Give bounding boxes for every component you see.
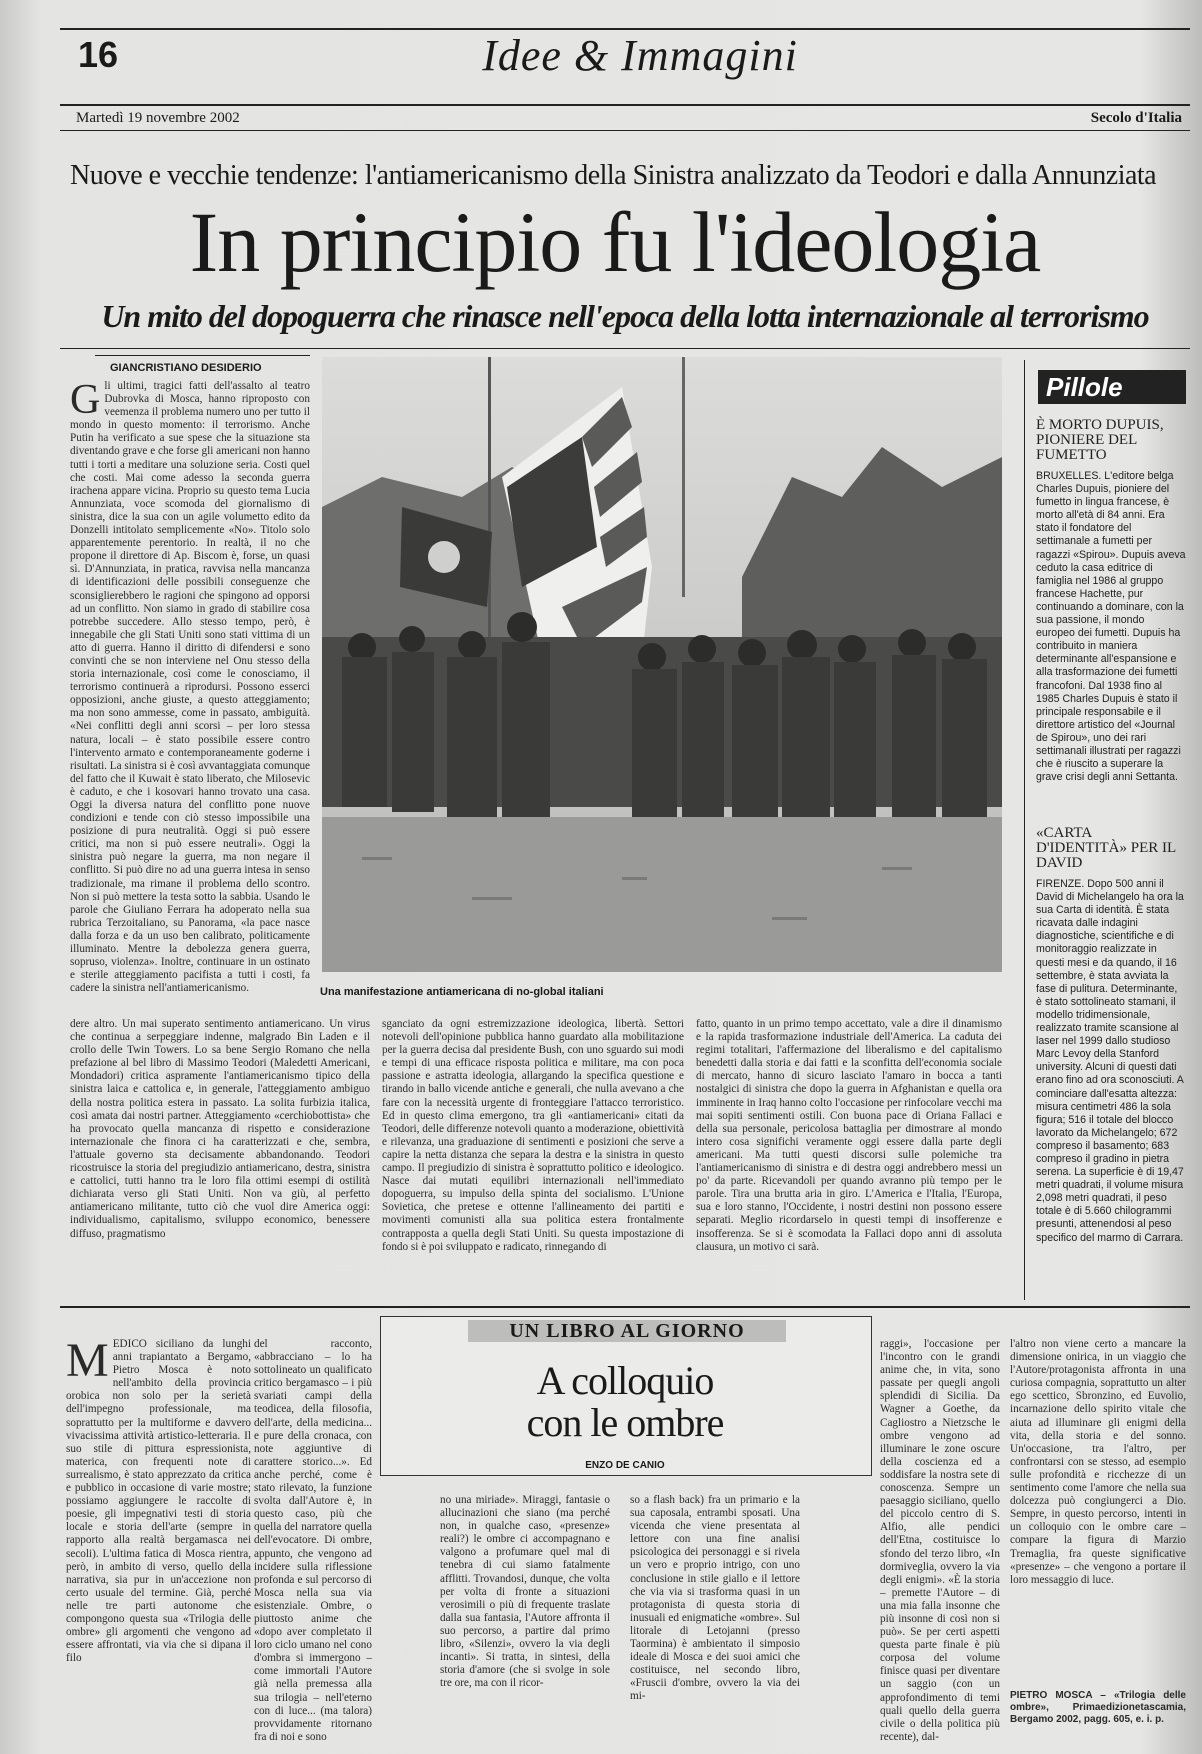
review-column-5 (880, 1338, 1000, 1743)
review-rule (60, 1306, 1190, 1308)
sidebar-item1-text: BRUXELLES. L'editore belga Charles Dupuis, pioniere del fumetto in lingua francese, è morto all'età di 84 anni. Era stato il fondatore del settimanale a fumetti per ragazzi «Spirou». Dupuis aveva ceduto la casa editrice di famiglia nel 1986 al gruppo francese Hachette, pur continuando a dominare, con la sua passione, il mondo europeo dei fumetti. Dupuis ha contribuito in maniera determinante all'espansione e alla trasformazione dei fumetti francofoni. Dal 1938 fino al 1985 Charles Dupuis è stato il principale responsabile e il direttore artistico del «Journal de Spirou», uno dei rari settimanali illustrati per ragazzi che è riuscito a superare la grave crisi degli anni Settanta. (1036, 470, 1186, 784)
review-credit: PIETRO MOSCA – «Trilogia delle ombre», Primaedizionetascamia, Bergamo 2002, pagg. 605, e. i. p. (1010, 1690, 1186, 1725)
review-column-3-text: no una miriade». Miraggi, fantasie o allucinazioni che siano (ma perché non, in qualche caso, «presenze» reali?) le ombre ci accompagnano e valgono a profumare quel mal di tenebra di cui siamo fatalmente afflitti. Trovandosi, dunque, che volta per volta di fronte a situazioni verosimili o più di frequente traslate dalla sua fantasia, l'Autore affronta il suo percorso, a partire dal primo libro, «Silenzi», ovvero la via degli incanti». Si tratta, in sintesi, della storia d'amore (che si svolge in sole tre ore, ma con il ricor- (440, 1494, 610, 1690)
section-title: Idee & Immagini (482, 31, 798, 80)
article-column-1 (70, 377, 310, 1016)
article-subheadline: Un mito del dopoguerra che rinasce nell'epoca della lotta internazionale al terrorismo (101, 298, 1149, 334)
photo-caption: Una manifestazione antiamericana di no-global italiani (320, 986, 604, 998)
review-column-2 (254, 1338, 372, 1748)
article-column-4-text: fatto, quanto in un primo tempo accettato, vale a dire il dinamismo e la rapida trasformazione industriale dell'America. La caduta dei regimi totalitari, l'affermazione del liberalismo e del capitalismo benedetti dalla storia e dai fatti e la sconfitta dell'economia sociale di mercato, hanno di sicuro lasciato l'amaro in bocca a tanti nostalgici di sinistra che dopo la guerra in Afghanistan e quella ora imminente in Iraq hanno colto l'occasione per rinfocolare vecchi ma mai sopiti sentimenti ostili. Con buona pace di Oriana Fallaci e della sua personale, pericolosa battaglia per dimostrare al mondo intero cosa significhi veramente oggi essere dalla parte degli americani. Ma tutti questi discorsi sulle polemiche tra l'antiamericanismo di sinistra e di destra oggi andrebbero messi un po' da parte. Ricevandoli per quando avranno più tempo per le parole. Tira una brutta aria in giro. L'America e l'Italia, l'Europa, sua e loro stanno, l'Occidente, i nostri destini non possono essere separati. Meglio ricordarselo in questi tempi di insofferenze e insofferenza. Se si è scomodata la Fallaci dopo anni di assoluta clausura, un motivo ci sarà. (696, 1018, 1002, 1253)
protest-photo (322, 357, 1002, 972)
review-column-1-text: EDICO siciliano da lunghi anni trapiantato a Bergamo, Pietro Mosca è noto nell'ambito della provincia orobica non solo per la serietà dell'impegno professionale, ma soprattutto per la multiforme e davvero vivacissima attività artistico-letteraria. Il suo stile di pittura espressionista, materica, con frequenti note di surrealismo, è stato apprezzato da critica e pubblico in occasione di varie mostre; possiamo aggiungere le raccolte di poesie, gli impegnativi testi di storia locale e storia dell'arte (sempre in rapporto alla realtà bergamasca nei secoli). L'ultima fatica di Mosca rientra, però, in ambito di verso, quello della narrativa, sia pur in un'accezione non certo usuale del termine. Già, perché nelle tre parti autonome che compongono questa sua «Trilogia delle ombre» gli argomenti che vengono ad essere affrontati, via via che si dipana il filo (66, 1338, 251, 1665)
newspaper-name: Secolo d'Italia (1090, 110, 1182, 126)
masthead-rule (60, 104, 1190, 106)
article-column-1-text: li ultimi, tragici fatti dell'assalto al teatro Dubrovka di Mosca, hanno riproposto con veemenza il problema numero uno per tutto il mondo in questo momento: il terrorismo. Anche Putin ha verificato a sue spese che la situazione sta diventando grave e che forse gli americani non hanno tutti i torti a meditare una soluzione seria. Costi quel che costi. Mai come adesso la seconda guerra irachena appare vicina. Proprio su questo tema Lucia Annunziata, voce scomoda del giornalismo di sinistra, dice la sua con un agile volumetto edito da Donzelli intitolato semplicemente «No». Titolo solo apparentemente perentorio. In realtà, il no che propone il direttore di Ap. Biscom è, forse, un quasi sì. D'Annunziata, in pratica, ravvisa nella mancanza di identificazioni delle possibili conseguenze che sconsiglierebbero le ragioni che spingono ad opporsi ad un conflitto. Non siamo in grado di stabilire cosa potrebbe succedere. Allo stesso tempo, però, è innegabile che gli Stati Uniti sono stati vittima di un atto di guerra. Hanno il diritto di difendersi e sono convinti che se non interviene nel Onu stesso della storia internazionale, così come le conosciamo, il terrorismo continuerà a riprodursi. Possono esserci opposizioni, anche giuste, a questo atteggiamento; ma non sono ammesse, come in passato, ambiguità. «Nei conflitti degli anni scorsi – per loro stessa natura, locali – è stato possibile essere contro l'intervento armato e contemporaneamente goderne i risultati. La sinistra si è così avvantaggiata comunque del fatto che il Kuwait è stato liberato, che Milosevic è caduto, e che i kosovari hanno trovato una casa. Oggi la diversa natura del conflitto pone nuove condizioni e tende con ciò stesso impossibile una posizione di pura neutralità. Oggi si può essere critici, ma non si può essere neutrali». Oggi la sinistra può negare la guerra, ma non negare il conflitto. Si può dire no ad una guerra intesa in senso tradizionale, ma rimane il problema dello scontro. Non si può mettere la testa sotto la sabbia. Usando le parole che Giuliano Ferrara ha adoperato nella sua rubrica Terzoitaliano, su Panorama, «la pace nasce dalla forza e da un uso ben calibrato, politicamente illuminato. Mentre la debolezza genera guerra, sopruso, violenza». Inoltre, continuare in un ostinato e sterile atteggiamento pacifista a tutti i costi, fa cadere la sinistra nell'antiamericanismo. (70, 380, 310, 995)
review-column-1 (66, 1334, 251, 1748)
review-column-2-text: del racconto, «abbracciano – lo ha sottolineato un qualificato critico bergamasco – i più svariati campi della teodicea, della filosofia, dell'arte, della medicina... e pure della cronaca, con note aggiuntive di carattere storico...». Ed anche perché, come è stato rilevato, la funzione svolta dall'Autore è, in questo caso, più che quella del narratore quella dell'evocatore. Di ombre, appunto, che vengono ad incidere sulla riflessione profonda e sul percorso di Mosca nella sua via esistenziale. Ombre, o piuttosto anime che «dopo aver completato il loro ciclo umano nel cono d'ombra si immergono – come immortali l'Autore già nella premessa alla sua trilogia – nell'eterno con di luce... (ma talora) provvidamente ritornano fra di noi e sono (254, 1338, 372, 1743)
review-title-line2: con le ombre (526, 1400, 724, 1445)
review-column-4 (630, 1494, 800, 1748)
byline-rule (95, 355, 310, 356)
article-headline: In principio fu l'ideologia (189, 194, 1041, 290)
page-number: 16 (78, 34, 119, 75)
review-dropcap: M (66, 1334, 109, 1387)
article-column-3-text: sganciato da ogni estremizzazione ideologica, libertà. Settori notevoli dell'opinione pubblica hanno guardato alla mobilitazione per la guerra decisa dal presidente Bush, con uno sguardo sui modi e tempi di una efficace risposta politica e militare, ma con poca passione e astratta ideologia, allargando la specifica questione e tirando in ballo vicende antiche e generali, che nulla avevano a che fare con la necessità urgente di fronteggiare l'attacco terroristico. Ed in questo clima emergono, tra gli «antiamericani» citati da Teodori, delle differenze notevoli quanto a moderazione, obiettività e rilevanza, una graduazione di sentimenti e posizioni che serve a capire la netta distanza che separa la destra e la sinistra in questo campo. Il pregiudizio di sinistra è soprattutto politico e ideologico. Nasce dai mutati equilibri internazionali nell'immediato dopoguerra, su impulso della spinta del socialismo. L'Unione Sovietica, che pretese e ottenne l'allineamento dei partiti e movimenti comunisti alla sua politica estera frontalmente contrapposta a quella degli Stati Uniti. Su questa impostazione di fondo si è poi sviluppato e radicato, rinnegando di (382, 1018, 684, 1253)
review-title (380, 1360, 870, 1444)
date-rule (60, 130, 1190, 131)
review-column-4-text: so a flash back) fra un primario e la sua caposala, entrambi sposati. Una vicenda che viene presentata al lettore con una fine analisi psicologica dei personaggi e si rivela un vero e proprio intrigo, con uno conclusione in stile giallo e il lettore che via via si trasforma quasi in un protagonista di questa storia di inusuali ed enigmatiche «ombre». Sul litorale di Letojanni (presso Taormina) è ambientato il simposio ideale di Mosca e dei suoi amici che costituisce, nel secondo libro, «Fruscii d'ombre, ovvero la via dei mi- (630, 1494, 800, 1703)
review-column-6-text: l'altro non viene certo a mancare la dimensione onirica, in un viaggio che l'Autore/protagonista affronta in una curiosa compagnia, soprattutto un alter ego scettico, Sbronzino, ed Euvolio, incarnazione dello spirito vitale che aiuta ad illuminare gli enigmi della vita, della storia e del sonno. Un'occasione, tra l'altro, per confrontarsi con se stesso, ad esempio sulle profondità e ricchezze di un sentimento come l'amore che nella sua dolcezza può congiungerci a Dio. Sempre, in questo percorso, intenti in un colloquio con le ombre care – compare la figura di Marzio Tremaglia, fra queste significative «presenze» – che vengono a portare il loro messaggio di luce. (1010, 1338, 1186, 1586)
issue-date: Martedì 19 novembre 2002 (76, 110, 240, 126)
sidebar-item2-heading: «CARTA D'IDENTITÀ» PER IL DAVID (1036, 825, 1176, 871)
article-column-2 (70, 1018, 370, 1298)
sidebar-item1-heading: È MORTO DUPUIS, PIONIERE DEL FUMETTO (1036, 417, 1164, 463)
headline-rule (60, 348, 1190, 349)
article-byline: GIANCRISTIANO DESIDERIO (110, 362, 262, 374)
sidebar-title: Pillole (1038, 370, 1186, 404)
article-column-2-text: dere altro. Un mai superato sentimento antiamericano. Un virus che continua a serpeggiare indenne, malgrado Bin Laden e il crollo delle Twin Towers. Lo sa bene Sergio Romano che nella prefazione al bel libro di Massimo Teodori (Maledetti Americani, Mondadori) critica aspramente l'antiamericanismo tipico della sinistra laica e cattolica e, in generale, l'atteggiamento ambiguo della nostra politica estera in passato. La solita furbizia italica, così amata dai nostri partner. Atteggiamento «cerchiobottista» che ha provocato quella mancanza di rispetto e considerazione internazionale che finora ci ha caratterizzati e che, sembra, l'attuale governo sta decisamente abbandonando. Teodori ricostruisce la storia del pregiudizio antiamericano, destra, sinistra e cattolici, tutti hanno tra le loro fila ottimi esempi di ostilità dichiarata verso gli Stati Uniti. Non va giù, al perfetto antiamericano militante, tutto ciò che vuol dire America oggi: individualismo, capitalismo, sviluppo economico, benessere diffuso, pragmatismo (70, 1018, 370, 1240)
article-kicker: Nuove e vecchie tendenze: l'antiamericanismo della Sinistra analizzato da Teodori e dalla Annunziata (70, 160, 1157, 191)
review-column-6 (1010, 1338, 1186, 1678)
review-author: ENZO DE CANIO (585, 1460, 665, 1471)
review-column-5-text: raggi», l'occasione per l'incontro con le grandi anime che, in vita, sono passate per quegli angoli splendidi di Sicilia. Da Wagner a Goethe, da Cagliostro a Nietzsche le ombre vengono ad illuminare le zone oscure della coscienza ed a soddisfare la nostra sete di conoscenza. Sempre un paesaggio siciliano, quello del piccolo centro di S. Alfio, alle pendici dell'Etna, costituisce lo sfondo del terzo libro, «In dormiveglia, ovvero la via degli enigmi». «È la storia – premette l'Autore – di una mia falla insonne che più insonne di così non si può». Se per certi aspetti questa parte finale è più corposa del volume finisce quasi per diventare un saggio (con un approfondimento di temi quali quello della guerra civile o della politica più recente), dal- (880, 1338, 1000, 1743)
review-band: UN LIBRO AL GIORNO (468, 1320, 786, 1342)
article-dropcap: G (70, 377, 101, 423)
review-title-line1: A colloquio (536, 1358, 714, 1403)
sidebar-divider (1024, 360, 1025, 1300)
protest-photo-image (322, 357, 1002, 972)
article-column-3 (382, 1018, 684, 1298)
article-column-4 (696, 1018, 1002, 1298)
sidebar-item2-text: FIRENZE. Dopo 500 anni il David di Michelangelo ha ora la sua Carta di identità. È stata ricavata dalle indagini diagnostiche, scientifiche e di monitoraggio realizzate in questi mesi e da quando, il 16 settembre, è stata avviata la fase di pulitura. Determinante, è stato sottolineato stamani, il modello tridimensionale, realizzato tramite scansione al laser nel 1999 dallo studioso Marc Levoy della Stanford university. Alcuni di questi dati erano fino ad ora sconosciuti. A cominciare dall'esatta altezza: misura centimetri 486 la sola figura; 516 il totale del blocco lavorato da Michelangelo; 672 compreso il basamento; 683 compreso il gradino in pietra serena. La superficie è di 19,47 metri quadrati, il volume misura 2,098 metri quadrati, il peso totale è di 5.660 chilogrammi presunti, attenendosi al peso specifico del marmo di Carrara. (1036, 878, 1184, 1244)
review-column-3 (440, 1494, 610, 1748)
